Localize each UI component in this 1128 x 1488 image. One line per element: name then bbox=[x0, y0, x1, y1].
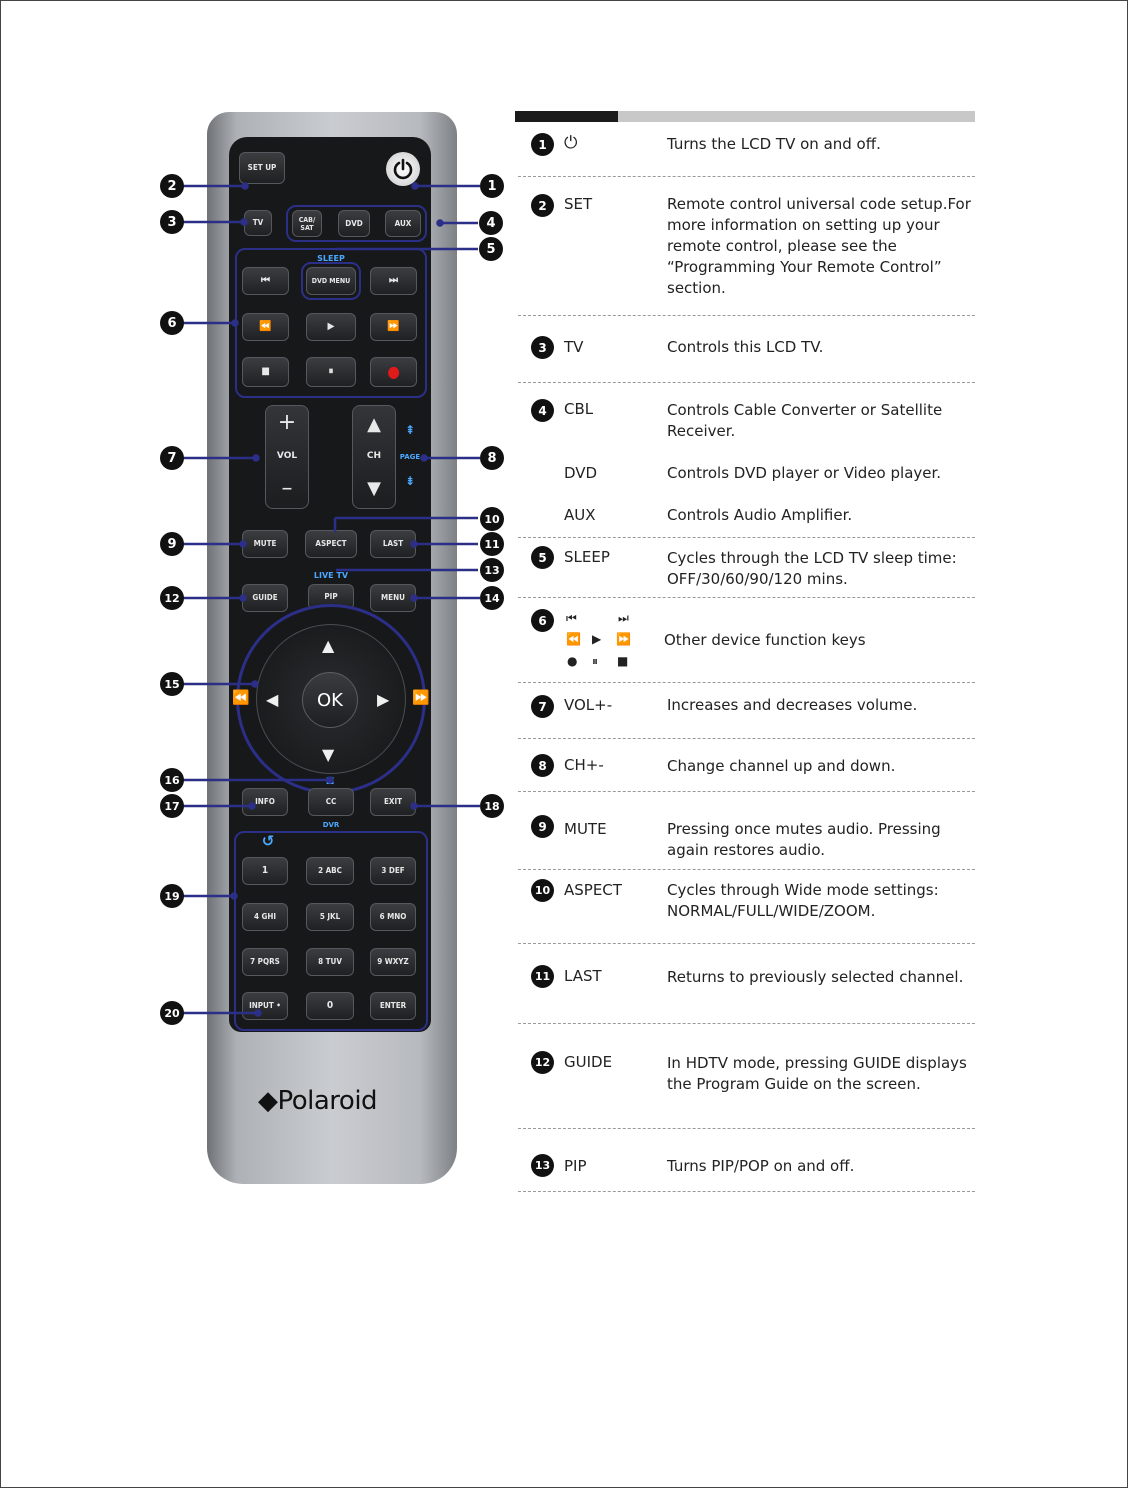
last-button: LAST bbox=[370, 530, 416, 558]
prev-track-button: ⏮ bbox=[242, 267, 289, 295]
table-row-7 bbox=[518, 683, 975, 739]
vol-label: VOL bbox=[276, 451, 298, 461]
callout-11: 11 bbox=[480, 532, 504, 556]
key-8: 8 TUV bbox=[306, 948, 354, 976]
live-tv-label: LIVE TV bbox=[313, 571, 349, 580]
exit-button: EXIT bbox=[370, 788, 416, 816]
key-0: 0 bbox=[306, 992, 354, 1020]
key-1: 1 bbox=[242, 857, 288, 885]
pause-button: ⏸ bbox=[306, 357, 356, 387]
up-arrow-icon: ▲ bbox=[322, 636, 335, 655]
mute-button: MUTE bbox=[242, 530, 288, 558]
row-description: Controls this LCD TV. bbox=[667, 338, 824, 356]
row-key: VOL+- bbox=[564, 696, 613, 714]
row-number: 5 bbox=[531, 546, 554, 569]
row-key: SLEEP bbox=[564, 548, 610, 566]
recall-icon: ↺ bbox=[261, 832, 275, 850]
setup-button: SET UP bbox=[239, 152, 285, 184]
dvd-button: DVD bbox=[338, 210, 370, 237]
table-row-2 bbox=[518, 177, 975, 316]
row-description: Change channel up and down. bbox=[667, 757, 896, 775]
row-key: MUTE bbox=[564, 820, 607, 838]
skip-back-icon: ⏪ bbox=[232, 690, 250, 706]
callout-12: 12 bbox=[160, 586, 184, 610]
input-button: INPUT • bbox=[242, 992, 288, 1020]
callout-17: 17 bbox=[160, 794, 184, 818]
row-description: Returns to previously selected channel. bbox=[667, 968, 964, 986]
row-description: Cycles through the LCD TV sleep time: OFF/30/60/90/120 mins. bbox=[667, 549, 957, 588]
row-number: 8 bbox=[531, 754, 554, 777]
callout-8: 8 bbox=[480, 446, 504, 470]
callout-13: 13 bbox=[480, 558, 504, 582]
table-row-4 bbox=[518, 383, 975, 538]
key-3: 3 DEF bbox=[370, 857, 416, 885]
row-number: 3 bbox=[531, 336, 554, 359]
row-key-aux: AUX bbox=[564, 506, 596, 524]
page-down-icon: ⇟ bbox=[404, 474, 416, 488]
row-description: Remote control universal code setup.For more information on setting up your remote control, please see the “Programming Your Remote Control” section. bbox=[667, 195, 971, 297]
left-arrow-icon: ◀ bbox=[266, 690, 279, 709]
callout-15: 15 bbox=[160, 672, 184, 696]
record-button: ● bbox=[370, 357, 417, 387]
page-label: PAGE bbox=[399, 453, 421, 461]
callout-10: 10 bbox=[480, 507, 504, 531]
prev-track-icon: ⏮ bbox=[566, 611, 577, 625]
row-key-dvd: DVD bbox=[564, 464, 598, 482]
callout-9: 9 bbox=[160, 532, 184, 556]
row-key: ASPECT bbox=[564, 881, 622, 899]
table-row-5 bbox=[518, 538, 975, 598]
skip-forward-icon: ⏩ bbox=[412, 690, 430, 706]
next-track-icon: ⏭ bbox=[618, 611, 629, 625]
callout-18: 18 bbox=[480, 794, 504, 818]
callout-6: 6 bbox=[160, 311, 184, 335]
row-description: Increases and decreases volume. bbox=[667, 696, 918, 714]
row-number: 2 bbox=[531, 194, 554, 217]
row-description-dvd: Controls DVD player or Video player. bbox=[667, 464, 942, 482]
down-triangle-icon: ▼ bbox=[367, 478, 381, 499]
callout-5: 5 bbox=[479, 237, 503, 261]
key-7: 7 PQRS bbox=[242, 948, 288, 976]
right-arrow-icon: ▶ bbox=[377, 690, 390, 709]
stop-button: ■ bbox=[242, 357, 289, 387]
row-number: 4 bbox=[531, 399, 554, 422]
menu-button: MENU bbox=[370, 584, 416, 612]
callout-16: 16 bbox=[160, 768, 184, 792]
row-number: 11 bbox=[531, 965, 554, 988]
next-track-button: ⏭ bbox=[370, 267, 417, 295]
tv-button: TV bbox=[244, 210, 272, 236]
key-9: 9 WXYZ bbox=[370, 948, 416, 976]
table-row-6 bbox=[518, 598, 975, 683]
row-key: LAST bbox=[564, 967, 602, 985]
callout-2: 2 bbox=[160, 174, 184, 198]
callout-7: 7 bbox=[160, 446, 184, 470]
key-6: 6 MNO bbox=[370, 903, 416, 931]
ok-button: OK bbox=[302, 672, 358, 728]
table-row-8 bbox=[518, 739, 975, 792]
dvd-menu-button: DVD MENU bbox=[306, 267, 356, 295]
table-row-1 bbox=[518, 124, 975, 177]
dvr-label: DVR bbox=[322, 821, 340, 829]
aspect-button: ASPECT bbox=[305, 530, 357, 558]
row-number: 6 bbox=[531, 609, 554, 632]
fast-forward-button: ⏩ bbox=[370, 313, 417, 341]
header-bar-dark bbox=[515, 111, 618, 122]
row-number: 1 bbox=[531, 133, 554, 156]
callout-4: 4 bbox=[479, 211, 503, 235]
row-key: TV bbox=[564, 338, 584, 356]
callout-1: 1 bbox=[480, 174, 504, 198]
row-description: Controls Cable Converter or Satellite Receiver. bbox=[667, 401, 943, 440]
row-description: In HDTV mode, pressing GUIDE displays the Program Guide on the screen. bbox=[667, 1054, 967, 1093]
row-description: Turns PIP/POP on and off. bbox=[667, 1157, 855, 1175]
aux-button: AUX bbox=[385, 210, 421, 237]
pause-icon: ⏸ bbox=[592, 654, 599, 668]
row-number: 13 bbox=[531, 1154, 554, 1177]
row-number: 9 bbox=[531, 815, 554, 838]
cc-button: CC bbox=[308, 788, 354, 816]
key-5: 5 JKL bbox=[306, 903, 354, 931]
table-row-11 bbox=[518, 944, 975, 1024]
key-4: 4 GHI bbox=[242, 903, 288, 931]
page-up-icon: ⇞ bbox=[404, 423, 416, 437]
row-number: 10 bbox=[531, 879, 554, 902]
row-description: Other device function keys bbox=[664, 631, 866, 649]
row-key: PIP bbox=[564, 1157, 587, 1175]
sleep-label: SLEEP bbox=[317, 254, 345, 263]
row-description: Turns the LCD TV on and off. bbox=[667, 135, 881, 153]
power-icon: ⏻ bbox=[564, 133, 578, 153]
table-row-3 bbox=[518, 316, 975, 383]
cab-sat-button: CAB/ SAT bbox=[292, 210, 322, 237]
header-bar-light bbox=[618, 111, 975, 122]
enter-button: ENTER bbox=[370, 992, 416, 1020]
play-button: ▶ bbox=[306, 313, 356, 341]
row-description-aux: Controls Audio Amplifier. bbox=[667, 506, 853, 524]
fast-forward-icon: ⏩ bbox=[616, 632, 631, 646]
callout-14: 14 bbox=[480, 586, 504, 610]
guide-button: GUIDE bbox=[242, 584, 288, 612]
row-description: Cycles through Wide mode settings: NORMAL/FULL/WIDE/ZOOM. bbox=[667, 881, 939, 920]
rewind-icon: ⏪ bbox=[566, 632, 581, 646]
row-key: CH+- bbox=[564, 756, 604, 774]
callout-20: 20 bbox=[160, 1001, 184, 1025]
record-icon: ● bbox=[567, 654, 578, 668]
row-key: CBL bbox=[564, 400, 594, 418]
plus-icon: + bbox=[277, 410, 297, 435]
table-row-9 bbox=[518, 792, 975, 870]
row-key: SET bbox=[564, 195, 593, 213]
key-2: 2 ABC bbox=[306, 857, 354, 885]
table-row-12 bbox=[518, 1024, 975, 1129]
row-key: GUIDE bbox=[564, 1053, 613, 1071]
ch-label: CH bbox=[366, 451, 382, 461]
minus-icon: – bbox=[281, 476, 293, 501]
rewind-button: ⏪ bbox=[242, 313, 289, 341]
callout-19: 19 bbox=[160, 884, 184, 908]
pip-button: PIP bbox=[308, 584, 354, 610]
table-row-10 bbox=[518, 870, 975, 944]
play-icon: ▶ bbox=[592, 632, 602, 646]
down-arrow-icon: ▼ bbox=[322, 745, 335, 764]
up-triangle-icon: ▲ bbox=[367, 414, 381, 435]
polaroid-logo: ◆Polaroid bbox=[258, 1086, 378, 1116]
info-button: INFO bbox=[242, 788, 288, 816]
row-description: Pressing once mutes audio. Pressing again restores audio. bbox=[667, 820, 941, 859]
callout-3: 3 bbox=[160, 210, 184, 234]
stop-icon: ■ bbox=[617, 654, 629, 668]
table-row-13 bbox=[518, 1129, 975, 1192]
row-number: 7 bbox=[531, 695, 554, 718]
row-number: 12 bbox=[531, 1051, 554, 1074]
